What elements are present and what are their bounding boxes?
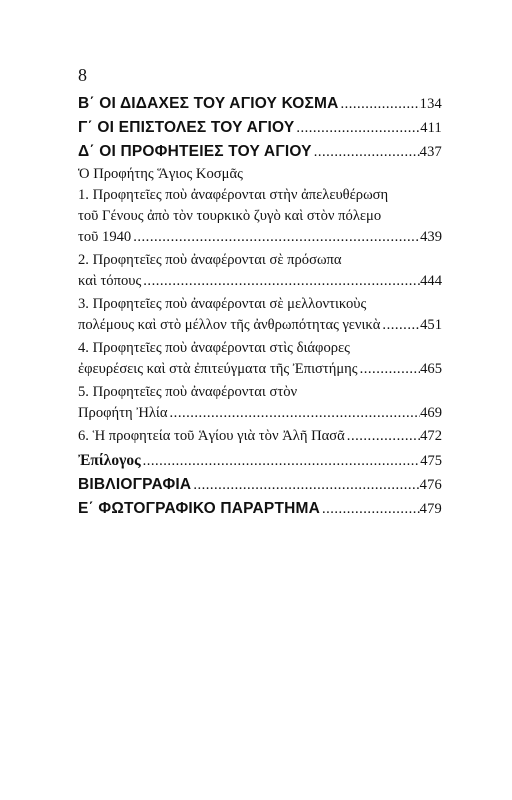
dot-leader xyxy=(131,227,420,248)
dot-leader xyxy=(191,474,419,497)
toc-entry-line: τοῦ 1940 xyxy=(78,229,132,245)
toc-entry-d xyxy=(78,140,442,164)
dot-leader xyxy=(358,359,421,380)
page-number: 8 xyxy=(78,65,87,85)
toc-entry-title: Ε΄ ΦΩΤΟΓΡΑΦΙΚΟ ΠΑΡΑΡΤΗΜΑ xyxy=(78,500,321,517)
dot-leader xyxy=(141,450,421,473)
dot-leader xyxy=(339,93,420,116)
toc-entry-title: Γ΄ ΟΙ ΕΠΙΣΤΟΛΕΣ ΤΟΥ ΑΓΙΟΥ xyxy=(78,119,295,136)
toc-entry-bibliography xyxy=(78,473,442,497)
toc-entry-e xyxy=(78,497,442,521)
toc-entry-page: 476 xyxy=(419,477,442,493)
toc-entry-title: Β΄ ΟΙ ΔΙΔΑΧΕΣ ΤΟΥ ΑΓΙΟΥ ΚΟΣΜΑ xyxy=(78,95,339,112)
dot-leader xyxy=(168,403,421,424)
toc-entry-line: τοῦ Γένους ἀπὸ τὸν τουρκικὸ ζυγὸ καὶ στὸν πόλεμο xyxy=(78,208,382,224)
toc-entry-page: 437 xyxy=(419,144,442,160)
toc-entry-line: καὶ τόπους xyxy=(78,273,142,289)
toc-entry-g xyxy=(78,116,442,140)
toc-entry-line: 5. Προφητεῖες ποὺ ἀναφέρονται στὸν xyxy=(78,384,298,400)
toc-entry-line: ἐφευρέσεις καὶ στὰ ἐπιτεύγματα τῆς Ἐπιστήμης xyxy=(78,361,358,377)
toc-entry-line: 3. Προφητεῖες ποὺ ἀναφέρονται σὲ μελλοντικοὺς xyxy=(78,296,367,312)
dot-leader xyxy=(345,426,420,447)
toc-entry-page: 465 xyxy=(420,361,442,377)
toc-entry-epilogue xyxy=(78,449,442,473)
toc-entry-line: Προφήτη Ἠλία xyxy=(78,405,168,421)
toc-entry-line: 2. Προφητεῖες ποὺ ἀναφέρονται σὲ πρόσωπα xyxy=(78,252,342,268)
dot-leader xyxy=(141,271,420,292)
dot-leader xyxy=(320,498,420,521)
dot-leader xyxy=(294,117,420,140)
toc-entry-prophecies-1 xyxy=(78,185,442,248)
toc-entry-title: Δ΄ ΟΙ ΠΡΟΦΗΤΕΙΕΣ ΤΟΥ ΑΓΙΟΥ xyxy=(78,143,312,160)
toc-intro: Ὁ Προφήτης Ἅγιος Κοσμᾶς xyxy=(78,166,243,182)
toc-entry-page: 479 xyxy=(419,501,442,517)
toc-entry-page: 472 xyxy=(420,428,442,444)
toc-entry-page: 439 xyxy=(420,229,442,245)
toc-entry-prophecies-2 xyxy=(78,250,442,292)
toc-entry-line: 1. Προφητεῖες ποὺ ἀναφέρονται στὴν ἀπελευθέρωση xyxy=(78,187,389,203)
toc-entry-page: 451 xyxy=(420,317,442,333)
toc-entry-prophecies-5 xyxy=(78,382,442,424)
toc-entry-prophecies-4 xyxy=(78,338,442,380)
toc-entry-title: Ἐπίλογος xyxy=(78,452,141,469)
toc-entry-b xyxy=(78,92,442,116)
toc-entry-page: 475 xyxy=(420,453,442,469)
dot-leader xyxy=(312,141,420,164)
toc-entry-prophecies-3 xyxy=(78,294,442,336)
toc-entry-prophecies-6 xyxy=(78,426,442,447)
toc-entry-line: πολέμους καὶ στὸ μέλλον τῆς ἀνθρωπότητας γενικὰ xyxy=(78,317,381,333)
toc-entry-line: 4. Προφητεῖες ποὺ ἀναφέρονται στὶς διάφορες xyxy=(78,340,350,356)
toc-entry-page: 134 xyxy=(419,96,442,112)
toc-entry-title: ΒΙΒΛΙΟΓΡΑΦΙΑ xyxy=(78,476,192,493)
table-of-contents xyxy=(78,92,442,521)
dot-leader xyxy=(380,315,420,336)
toc-entry-page: 411 xyxy=(420,120,442,136)
toc-entry-title: 6. Ἡ προφητεία τοῦ Ἁγίου γιὰ τὸν Ἀλῆ Πασᾶ xyxy=(78,428,345,444)
toc-entry-page: 469 xyxy=(420,405,442,421)
toc-entry-page: 444 xyxy=(420,273,442,289)
